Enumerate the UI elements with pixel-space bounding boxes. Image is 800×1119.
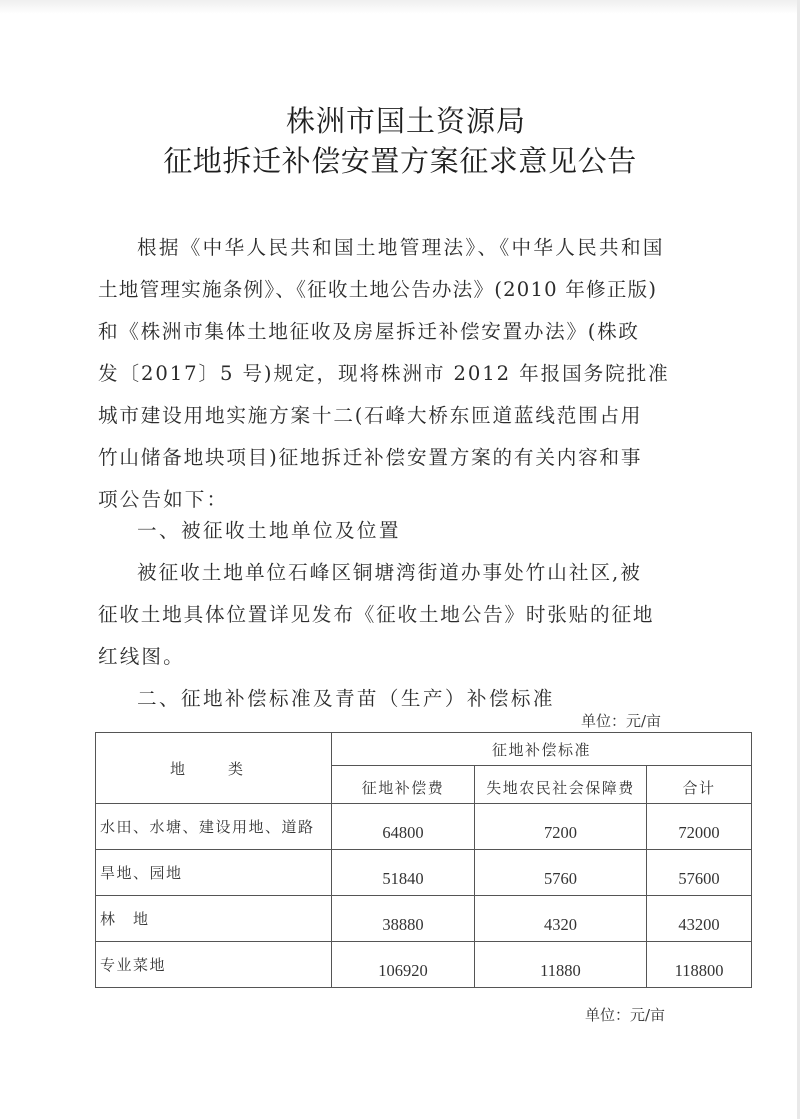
intro-line: 发〔2017〕5 号)规定，现将株洲市 2012 年报国务院批准 (98, 362, 670, 385)
header-social-security-fee: 失地农民社会保障费 (475, 766, 647, 804)
cell-total: 118800 (647, 942, 752, 988)
intro-line: 城市建设用地实施方案十二(石峰大桥东匝道蓝线范围占用 (98, 404, 643, 427)
cell-social-security: 11880 (475, 942, 647, 988)
table-header-row (96, 733, 752, 766)
scan-edge-shadow (0, 0, 800, 14)
cell-compensation: 106920 (332, 942, 475, 988)
table-row (96, 942, 752, 988)
cell-compensation: 38880 (332, 896, 475, 942)
header-total: 合计 (647, 766, 752, 804)
footer-unit-label: 单位：元/亩 (585, 1006, 666, 1024)
intro-line: 项公告如下： (98, 488, 229, 511)
cell-total: 72000 (647, 804, 752, 850)
intro-line: 竹山储备地块项目)征地拆迁补偿安置方案的有关内容和事 (98, 446, 643, 469)
intro-line: 土地管理实施条例》、《征收土地公告办法》(2010 年修正版) (98, 278, 658, 301)
cell-land-type: 水田、水塘、建设用地、道路 (96, 804, 332, 850)
cell-land-type: 林 地 (96, 896, 332, 942)
section1-line: 征收土地具体位置详见发布《征收土地公告》时张贴的征地 (98, 603, 655, 626)
cell-land-type: 专业菜地 (96, 942, 332, 988)
cell-social-security: 4320 (475, 896, 647, 942)
intro-line: 根据《中华人民共和国土地管理法》、《中华人民共和国 (137, 236, 665, 259)
section1-heading: 一、被征收土地单位及位置 (137, 519, 401, 542)
document-title-line1: 株洲市国土资源局 (285, 104, 526, 138)
cell-compensation: 64800 (332, 804, 475, 850)
table-row (96, 896, 752, 942)
cell-social-security: 5760 (475, 850, 647, 896)
section2-heading: 二、征地补偿标准及青苗（生产）补偿标准 (137, 687, 555, 710)
document-title-line2: 征地拆迁补偿安置方案征求意见公告 (163, 144, 637, 178)
table-unit-label: 单位：元/亩 (581, 712, 662, 730)
cell-land-type: 旱地、园地 (96, 850, 332, 896)
table-row (96, 850, 752, 896)
cell-total: 43200 (647, 896, 752, 942)
header-compensation-standard: 征地补偿标准 (332, 733, 752, 766)
table-row (96, 804, 752, 850)
header-land-type: 地 类 (96, 733, 332, 804)
cell-total: 57600 (647, 850, 752, 896)
header-compensation-fee: 征地补偿费 (332, 766, 475, 804)
section1-line: 红线图。 (98, 645, 185, 668)
cell-compensation: 51840 (332, 850, 475, 896)
compensation-table (95, 732, 752, 988)
section1-line: 被征收土地单位石峰区铜塘湾街道办事处竹山社区,被 (137, 561, 642, 584)
intro-line: 和《株洲市集体土地征收及房屋拆迁补偿安置办法》(株政 (98, 320, 640, 343)
cell-social-security: 7200 (475, 804, 647, 850)
